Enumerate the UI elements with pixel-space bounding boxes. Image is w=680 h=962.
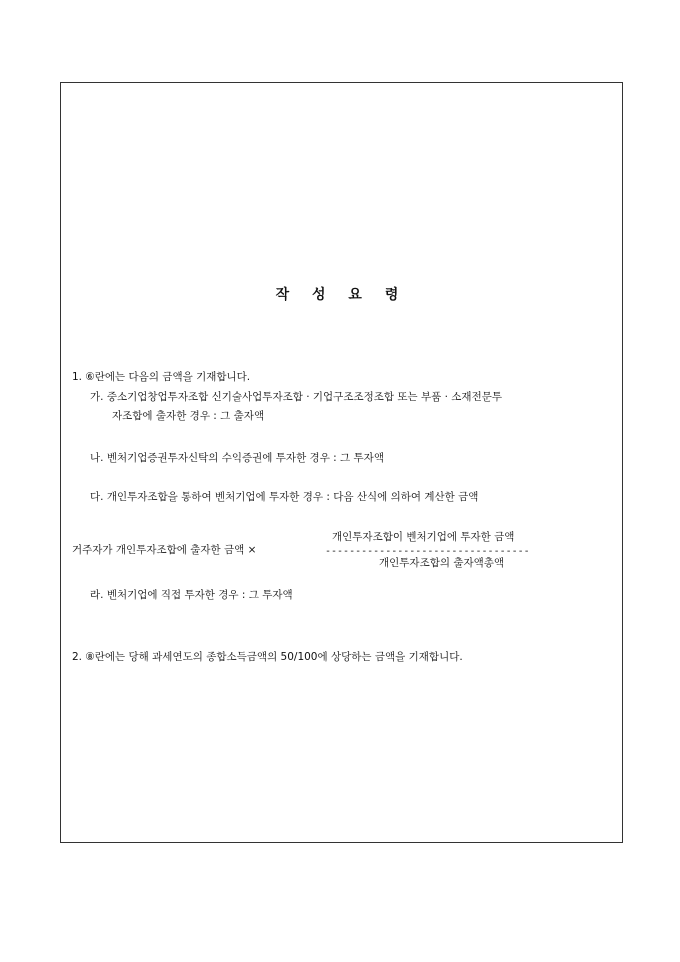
- item-1-ra: 라. 벤처기업에 직접 투자한 경우 : 그 투자액: [90, 589, 293, 601]
- item-1-ga-line2: 자조합에 출자한 경우 : 그 출자액: [112, 410, 265, 422]
- formula-denominator: 개인투자조합의 출자액총액: [379, 557, 505, 569]
- page-title: 작 성 요 령: [275, 287, 408, 303]
- formula-left-term: 거주자가 개인투자조합에 출자한 금액 ×: [72, 544, 257, 556]
- item-1-ga-line1: 가. 중소기업창업투자조합 신기술사업투자조합 · 기업구조조정조합 또는 부품 · 소재전문투: [90, 391, 503, 403]
- item-1-heading: 1. ⑥란에는 다음의 금액을 기재합니다.: [72, 371, 251, 383]
- formula-fraction-bar: ----------------------------------: [325, 546, 530, 557]
- item-1-da: 다. 개인투자조합을 통하여 벤처기업에 투자한 경우 : 다음 산식에 의하여 계산한 금액: [90, 491, 479, 503]
- item-2: 2. ⑧란에는 당해 과세연도의 종합소득금액의 50/100에 상당하는 금액을 기재합니다.: [72, 651, 463, 663]
- formula-numerator: 개인투자조합이 벤처기업에 투자한 금액: [332, 531, 515, 543]
- item-1-na: 나. 벤처기업증권투자신탁의 수익증권에 투자한 경우 : 그 투자액: [90, 452, 384, 464]
